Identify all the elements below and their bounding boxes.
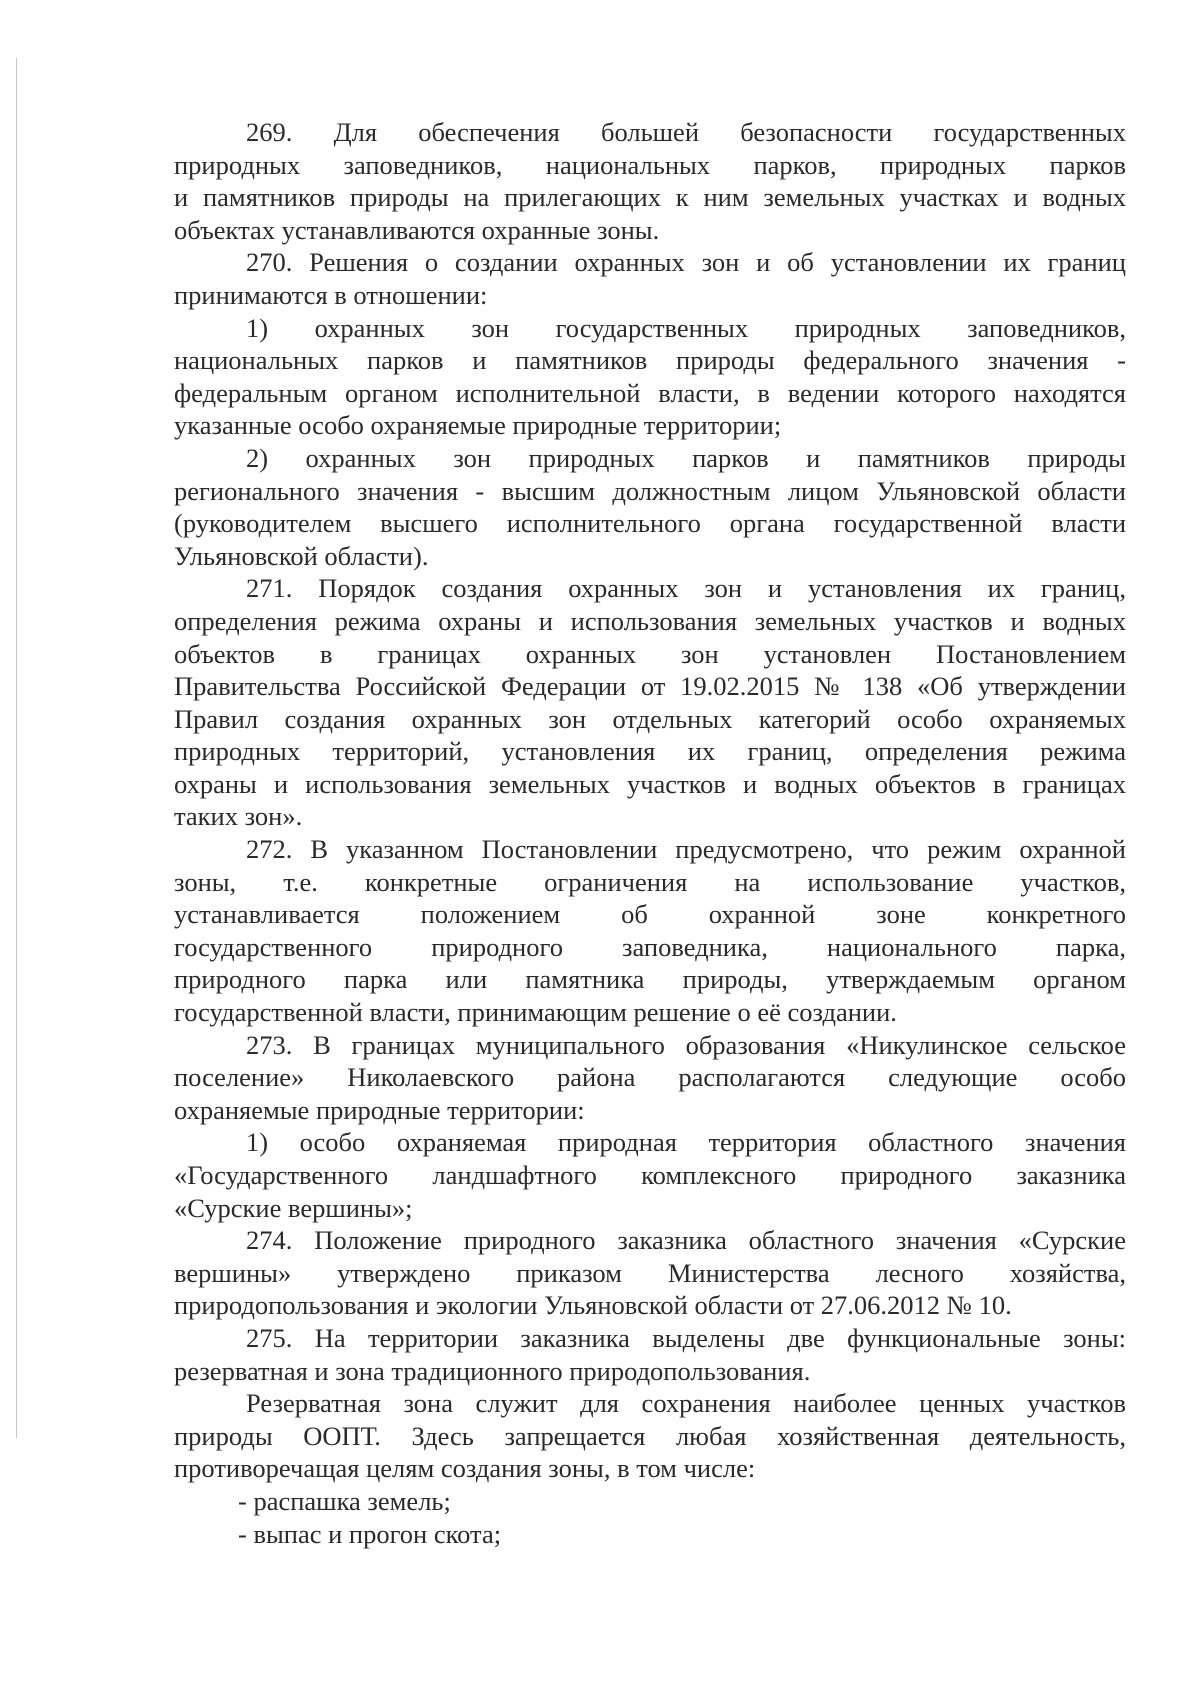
text-line: 275. На территории заказника выделены две функциональные зоны: xyxy=(246,1322,1126,1353)
text-line: 1) особо охраняемая природная территория областного значения xyxy=(246,1127,1126,1158)
text-line: резерватная и зона традиционного природопользования. xyxy=(174,1355,811,1386)
text-line: 273. В границах муниципального образования «Никулинское сельское xyxy=(246,1029,1126,1060)
text-line: объектов в границах охранных зон установлен Постановлением xyxy=(174,638,1126,669)
text-line: - распашка земель; xyxy=(238,1485,451,1516)
text-line: федеральным органом исполнительной власти, в ведении которого находятся xyxy=(174,377,1126,408)
text-line: таких зон». xyxy=(174,801,303,832)
text-line: 269. Для обеспечения большей безопасности государственных xyxy=(246,117,1126,147)
text-line: 1) охранных зон государственных природных заповедников, xyxy=(246,312,1126,343)
text-line: 272. В указанном Постановлении предусмотрено, что режим охранной xyxy=(246,834,1126,865)
scan-edge-line xyxy=(16,58,17,1438)
text-line: (руководителем высшего исполнительного органа государственной власти xyxy=(174,508,1126,539)
text-line: определения режима охраны и использования земельных участков и водных xyxy=(174,605,1126,636)
text-line: - выпас и прогон скота; xyxy=(238,1518,502,1549)
text-line: Правительства Российской Федерации от 19.02.2015 № 138 «Об утверждении xyxy=(174,671,1126,702)
text-line: 2) охранных зон природных парков и памятников природы xyxy=(246,442,1126,473)
document-page xyxy=(174,116,1126,1550)
text-line: противоречащая целям создания зоны, в том числе: xyxy=(174,1453,756,1484)
text-line: и памятников природы на прилегающих к ним земельных участках и водных xyxy=(174,182,1126,213)
text-line: 271. Порядок создания охранных зон и установления их границ, xyxy=(246,573,1126,604)
text-line: Ульяновской области). xyxy=(174,540,429,571)
text-line: принимаются в отношении: xyxy=(174,279,488,310)
text-line: Правил создания охранных зон отдельных категорий особо охраняемых xyxy=(174,703,1126,734)
text-line: «Государственного ландшафтного комплексного природного заказника xyxy=(174,1160,1126,1190)
text-line: 270. Решения о создании охранных зон и об установлении их границ xyxy=(246,247,1126,278)
text-line: природы ООПТ. Здесь запрещается любая хозяйственная деятельность, xyxy=(174,1420,1126,1451)
text-line: природного парка или памятника природы, утверждаемым органом xyxy=(174,964,1126,995)
text-line: природопользования и экологии Ульяновской области от 27.06.2012 № 10. xyxy=(174,1290,1012,1321)
text-line: Резерватная зона служит для сохранения наиболее ценных участков xyxy=(246,1388,1126,1419)
text-line: объектах устанавливаются охранные зоны. xyxy=(174,214,660,245)
text-line: указанные особо охраняемые природные территории; xyxy=(174,410,782,441)
text-line: охраны и использования земельных участков и водных объектов в границах xyxy=(174,768,1126,799)
text-line: «Сурские вершины»; xyxy=(174,1192,413,1223)
text-line: поселение» Николаевского района располагаются следующие особо xyxy=(174,1062,1126,1093)
text-line: охраняемые природные территории: xyxy=(174,1094,585,1125)
text-line: зоны, т.е. конкретные ограничения на использование участков, xyxy=(174,866,1126,897)
text-line: вершины» утверждено приказом Министерства лесного хозяйства, xyxy=(174,1257,1126,1288)
text-line: регионального значения - высшим должностным лицом Ульяновской области xyxy=(174,475,1126,506)
text-line: государственного природного заповедника, национального парка, xyxy=(174,931,1126,962)
text-line: государственной власти, принимающим решение о её создании. xyxy=(174,997,897,1028)
text-line: 274. Положение природного заказника областного значения «Сурские xyxy=(246,1225,1126,1256)
text-line: устанавливается положением об охранной зоне конкретного xyxy=(174,899,1126,930)
text-line: природных территорий, установления их границ, определения режима xyxy=(174,736,1126,767)
text-line: национальных парков и памятников природы федерального значения - xyxy=(174,345,1126,376)
text-line: природных заповедников, национальных парков, природных парков xyxy=(174,149,1126,180)
